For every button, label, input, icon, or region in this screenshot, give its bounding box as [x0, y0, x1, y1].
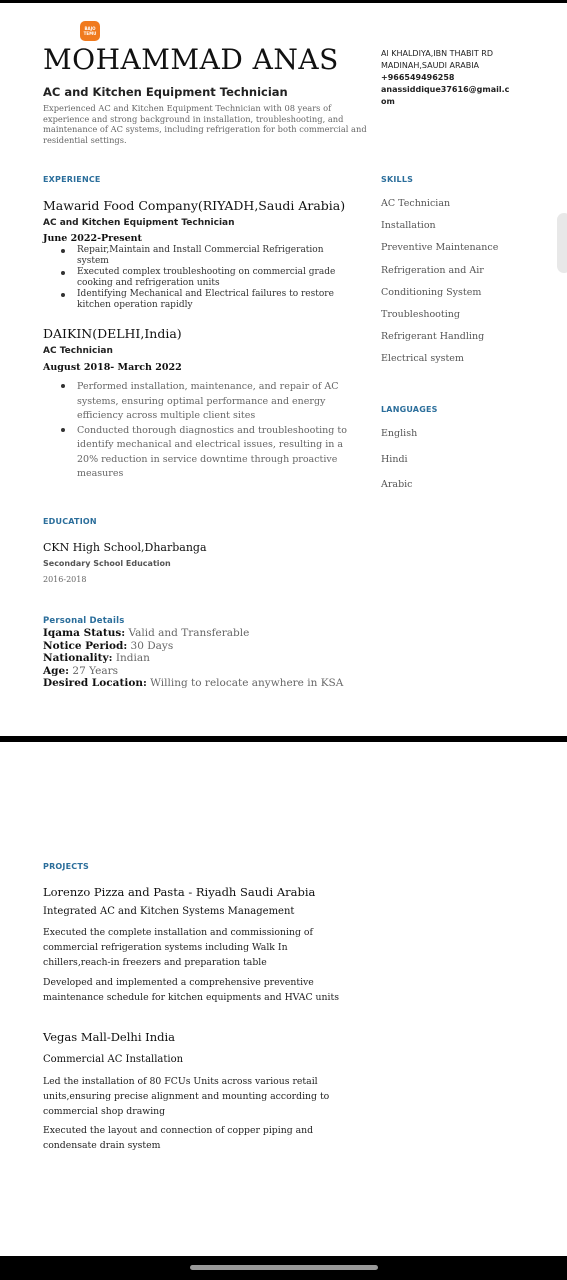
education-degree: Secondary School Education — [43, 559, 171, 568]
edge-panel-handle[interactable] — [557, 213, 567, 273]
education-heading: EDUCATION — [43, 517, 97, 526]
language-item: Arabic — [381, 479, 413, 490]
candidate-name: MOHAMMAD ANAS — [43, 43, 339, 76]
project-title: Vegas Mall-Delhi India — [43, 1030, 175, 1044]
job-bullet-list — [43, 245, 343, 311]
job-bullet: Conducted thorough diagnostics and troubleshooting to identify mechanical and electrical issues, resulting in a 20% reduction in service downtime through proactive measures — [43, 424, 363, 482]
skills-heading: SKILLS — [381, 175, 414, 184]
skills-list — [381, 198, 498, 376]
job-company: Mawarid Food Company(RIYADH,Saudi Arabia) — [43, 198, 346, 213]
app-logo-icon: BAJO TEMU — [80, 21, 100, 41]
personal-row: Desired Location: Willing to relocate anywhere in KSA — [43, 677, 344, 690]
language-item: Hindi — [381, 453, 408, 465]
skill-item: Preventive Maintenance — [381, 242, 499, 254]
resume-page-2 — [0, 742, 567, 1256]
project-paragraph: Executed the layout and connection of copper piping and condensate drain system — [43, 1125, 314, 1151]
languages-list — [381, 428, 417, 505]
skill-item: Refrigerant Handling — [381, 331, 485, 343]
home-indicator-bar[interactable] — [190, 1265, 378, 1270]
project-subtitle: Commercial AC Installation — [43, 1054, 184, 1065]
job-role: AC Technician — [43, 346, 113, 356]
project-paragraph: Developed and implemented a comprehensive preventive maintenance schedule for kitchen equipments and HVAC units — [43, 977, 339, 1003]
project-subtitle: Integrated AC and Kitchen Systems Management — [43, 906, 295, 917]
job-dates: August 2018- March 2022 — [43, 362, 182, 373]
skill-item: Conditioning System — [381, 286, 482, 298]
job-title: AC and Kitchen Equipment Technician — [43, 85, 288, 99]
address-line-2: MADINAH,SAUDI ARABIA — [381, 61, 480, 70]
contact-block — [381, 48, 511, 108]
email-address[interactable]: anassiddique37616@gmail.com — [381, 85, 510, 106]
personal-row: Iqama Status: Valid and Transferable — [43, 627, 250, 639]
job-bullet-list — [43, 380, 363, 482]
project-paragraph: Executed the complete installation and commissioning of commercial refrigeration systems including Walk In chillers,reach-in freezers and preparation table — [43, 927, 313, 968]
resume-page-1 — [0, 3, 567, 736]
personal-row: Age: 27 Years — [43, 664, 118, 677]
languages-heading: LANGUAGES — [381, 405, 438, 414]
project-title: Lorenzo Pizza and Pasta - Riyadh Saudi Arabia — [43, 885, 316, 899]
job-role: AC and Kitchen Equipment Technician — [43, 218, 235, 228]
summary-text: Experienced AC and Kitchen Equipment Technician with 08 years of experience and strong background in installation, troubleshooting, and maintenance of AC systems, including refrigeration for both commercial and residential settings. — [43, 103, 367, 145]
job-bullet: Repair,Maintain and Install Commercial Refrigeration system — [43, 245, 343, 266]
skill-item: Refrigeration and Air — [381, 264, 484, 276]
job-bullet: Identifying Mechanical and Electrical failures to restore kitchen operation rapidly — [43, 289, 343, 310]
phone-number[interactable]: +966549496258 — [381, 73, 455, 82]
personal-row: Notice Period: 30 Days — [43, 639, 174, 652]
personal-details — [43, 627, 343, 690]
job-dates: June 2022-Present — [43, 233, 142, 244]
address-line-1: Al KHALDIYA,IBN THABIT RD — [381, 49, 493, 58]
experience-heading: EXPERIENCE — [43, 175, 101, 184]
project-paragraph: Led the installation of 80 FCUs Units across various retail units,ensuring precise alignment and mounting according to commercial shop drawing — [43, 1076, 330, 1117]
education-years: 2016-2018 — [43, 575, 87, 584]
language-item: English — [381, 428, 418, 439]
job-bullet: Executed complex troubleshooting on commercial grade cooking and refrigeration units — [43, 267, 343, 288]
skill-item: Electrical system — [381, 353, 464, 365]
personal-row: Nationality: Indian — [43, 652, 150, 665]
education-school: CKN High School,Dharbanga — [43, 541, 207, 554]
job-bullet: Performed installation, maintenance, and repair of AC systems, ensuring optimal performance and energy efficiency across multiple client sites — [43, 380, 363, 424]
skill-item: AC Technician — [381, 198, 451, 209]
job-company: DAIKIN(DELHI,India) — [43, 326, 182, 341]
skill-item: Installation — [381, 220, 436, 232]
projects-heading: PROJECTS — [43, 862, 89, 871]
skill-item: Troubleshooting — [381, 308, 460, 320]
personal-details-heading: Personal Details — [43, 616, 125, 626]
